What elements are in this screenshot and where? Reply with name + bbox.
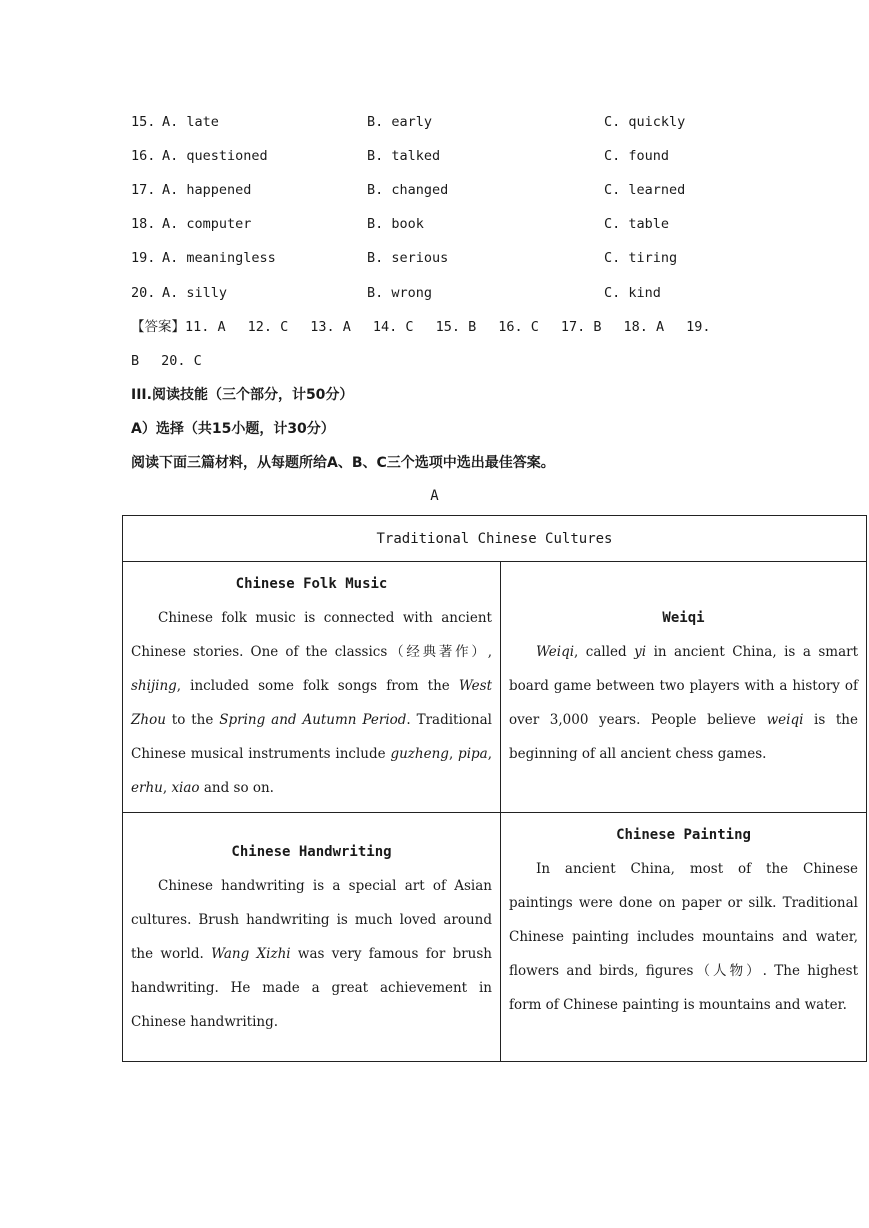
folk-term-guzheng: guzheng xyxy=(390,746,449,762)
folk-term-spring-autumn: Spring and Autumn Period xyxy=(219,712,407,728)
folk-music-heading: Chinese Folk Music xyxy=(235,576,388,592)
option-b: B. wrong xyxy=(367,285,433,301)
answer-label: 【答案】 xyxy=(131,319,185,335)
folk-music-cell xyxy=(123,562,501,813)
folk-term-erhu: erhu xyxy=(131,780,163,796)
answer-item: 11. A xyxy=(185,319,226,335)
folk-text-3: to the xyxy=(165,712,220,728)
weiqi-term-yi: yi xyxy=(634,644,647,660)
table-title: Traditional Chinese Cultures xyxy=(123,516,867,562)
weiqi-text-2: in ancient China, is a smart board game between two players with a history of over 3,000 years. People believe xyxy=(509,644,858,728)
weiqi-heading: Weiqi xyxy=(662,610,705,626)
option-c: C. kind xyxy=(604,285,661,301)
weiqi-term-2: weiqi xyxy=(766,712,804,728)
painting-heading: Chinese Painting xyxy=(616,827,751,843)
question-number: 20. xyxy=(131,285,156,301)
folk-sep-1: , xyxy=(448,746,459,762)
section-sub-title: A）选择（共15小题，计30分） xyxy=(131,421,335,437)
option-b: B. talked xyxy=(367,148,441,164)
culture-table xyxy=(122,515,867,1062)
question-number: 16. xyxy=(131,148,156,164)
question-number: 17. xyxy=(131,182,156,198)
folk-text-5: and so on. xyxy=(199,780,274,796)
folk-music-text xyxy=(131,601,492,805)
folk-text-4: . Traditional Chinese musical instruments include xyxy=(131,712,492,762)
passage-letter: A xyxy=(430,488,439,504)
question-row xyxy=(131,283,751,303)
weiqi-cell xyxy=(501,562,867,813)
folk-term-pipa: pipa xyxy=(458,746,488,762)
handwriting-text xyxy=(131,869,492,1039)
option-c: C. learned xyxy=(604,182,686,198)
question-row xyxy=(131,112,751,132)
option-a: A. happened xyxy=(162,182,252,198)
option-c: C. table xyxy=(604,216,670,232)
option-b: B. serious xyxy=(367,250,449,266)
weiqi-term-1: Weiqi xyxy=(536,644,575,660)
question-row xyxy=(131,146,751,166)
answer-key-line-wrap xyxy=(131,351,202,371)
option-b: B. changed xyxy=(367,182,449,198)
answer-item: 15. B xyxy=(435,319,477,335)
answer-key-line xyxy=(131,317,711,337)
question-row xyxy=(131,214,751,234)
answer-item: 13. A xyxy=(310,319,351,335)
folk-term-shijing: shijing xyxy=(131,678,177,694)
answer-item: B xyxy=(131,353,140,369)
folk-text-1: Chinese folk music is connected with ancient Chinese stories. One of the classics（经典著作）, xyxy=(131,610,492,660)
answer-item: 20. C xyxy=(161,353,202,369)
option-c: C. quickly xyxy=(604,114,686,130)
option-a: A. questioned xyxy=(162,148,268,164)
option-a: A. computer xyxy=(162,216,252,232)
painting-cell xyxy=(501,813,867,1062)
option-c: C. tiring xyxy=(604,250,678,266)
handwriting-heading: Chinese Handwriting xyxy=(231,844,392,860)
section-instruction: 阅读下面三篇材料，从每题所给A、B、C三个选项中选出最佳答案。 xyxy=(131,455,555,471)
section-title: III.阅读技能（三个部分，计50分） xyxy=(131,387,354,403)
answer-item: 12. C xyxy=(247,319,289,335)
question-number: 15. xyxy=(131,114,156,130)
handwriting-text-1: Chinese handwriting is a special art of Asian cultures. Brush handwriting is much loved around the world. xyxy=(131,878,492,962)
weiqi-text xyxy=(509,635,858,771)
weiqi-text-3: is the beginning of all ancient chess games. xyxy=(509,712,858,762)
weiqi-text-1: , called xyxy=(574,644,635,660)
answer-items-wrapped xyxy=(131,353,202,369)
handwriting-cell xyxy=(123,813,501,1062)
question-number: 19. xyxy=(131,250,156,266)
answer-item: 17. B xyxy=(560,319,602,335)
handwriting-term-wang: Wang Xizhi xyxy=(211,946,291,962)
handwriting-text-2: was very famous for brush handwriting. He made a great achievement in Chinese handwriting. xyxy=(131,946,492,1030)
option-c: C. found xyxy=(604,148,670,164)
answer-item: 19. xyxy=(686,319,711,335)
folk-sep-3: , xyxy=(162,780,172,796)
option-a: A. silly xyxy=(162,285,228,301)
folk-term-west-zhou: West Zhou xyxy=(131,678,492,728)
answer-items xyxy=(185,319,711,335)
option-b: B. early xyxy=(367,114,433,130)
folk-text-2: , included some folk songs from the xyxy=(176,678,459,694)
question-row xyxy=(131,248,751,268)
question-row xyxy=(131,180,751,200)
answer-item: 16. C xyxy=(498,319,539,335)
option-a: A. late xyxy=(162,114,219,130)
question-number: 18. xyxy=(131,216,156,232)
folk-sep-2: , xyxy=(487,746,492,762)
option-b: B. book xyxy=(367,216,424,232)
folk-term-xiao: xiao xyxy=(171,780,200,796)
answer-item: 14. C xyxy=(372,319,414,335)
painting-text: In ancient China, most of the Chinese paintings were done on paper or silk. Traditional Chinese painting includes mountains and water, flowers and birds, figures（人物）. The highest form of Chinese painting is mountains and water. xyxy=(509,861,858,1013)
answer-item: 18. A xyxy=(623,319,665,335)
option-a: A. meaningless xyxy=(162,250,276,266)
